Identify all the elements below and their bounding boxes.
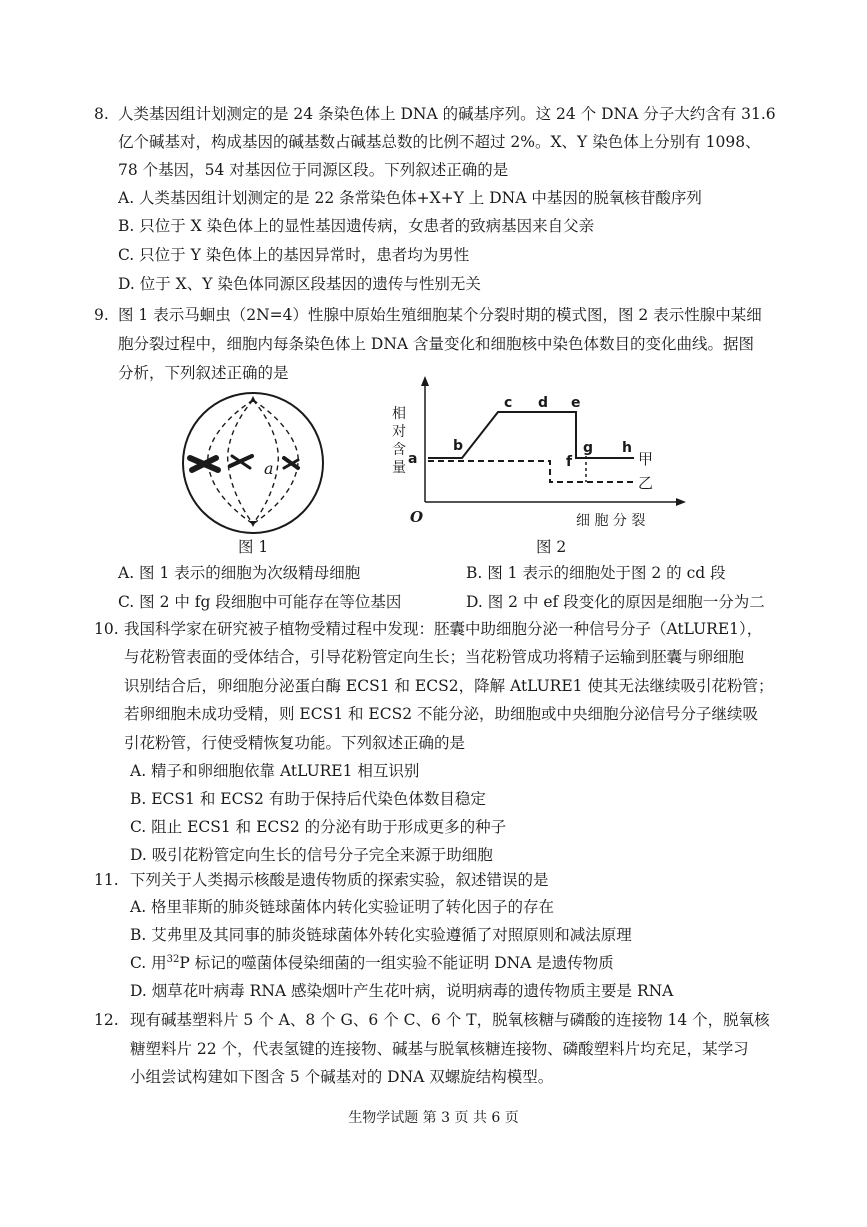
q10-option-c: C. 阻止 ECS1 和 ECS2 的分泌有助于形成更多的种子: [130, 818, 507, 836]
q10-stem-line-4: 若卵细胞未成功受精，则 ECS1 和 ECS2 不能分泌，助细胞或中央细胞分泌信号分子继续吸: [124, 705, 759, 723]
q11-option-c-prefix: C. 用: [130, 954, 167, 972]
figure-2-point-f: f: [566, 454, 573, 470]
q8-stem-line-3: 78 个基因，54 对基因位于同源区段。下列叙述正确的是: [118, 161, 509, 179]
q10-stem-line-1: 我国科学家在研究被子植物受精过程中发现：胚囊中助细胞分泌一种信号分子（AtLURE1），: [124, 620, 763, 638]
q11-option-a: A. 格里菲斯的肺炎链球菌体内转化实验证明了转化因子的存在: [130, 898, 555, 916]
q10-option-a: A. 精子和卵细胞依靠 AtLURE1 相互识别: [130, 762, 420, 780]
figure-1-cell-diagram: [178, 388, 328, 538]
q9-option-b: B. 图 1 表示的细胞处于图 2 的 cd 段: [466, 564, 726, 582]
q10-number: 10.: [94, 620, 119, 638]
page-footer: 生物学试题 第 3 页 共 6 页: [348, 1110, 519, 1126]
figure-2-xlabel: 细 胞 分 裂: [576, 513, 646, 529]
q11-option-c: [130, 953, 614, 973]
q10-stem-line-3: 识别结合后，卵细胞分泌蛋白酶 ECS1 和 ECS2，降解 AtLURE1 使其无法继续吸引花粉管；: [124, 677, 774, 695]
q9-option-c: C. 图 2 中 fg 段细胞中可能存在等位基因: [118, 593, 402, 611]
q12-number: 12.: [94, 1011, 119, 1029]
figure-2-ylabel-4: 量: [392, 460, 406, 476]
figure-2-point-d: d: [538, 395, 549, 411]
q10-stem-line-5: 引花粉管，行使受精恢复功能。下列叙述正确的是: [124, 734, 466, 752]
figure-2-point-e: e: [571, 395, 581, 411]
q10-stem-line-2: 与花粉管表面的受体结合，引导花粉管定向生长；当花粉管成功将精子运输到胚囊与卵细胞: [124, 648, 745, 666]
figure-2-point-a: a: [408, 451, 418, 467]
q9-option-d: D. 图 2 中 ef 段变化的原因是细胞一分为二: [466, 593, 765, 611]
q11-stem-line-1: 下列关于人类揭示核酸是遗传物质的探索实验，叙述错误的是: [130, 871, 549, 889]
q12-stem-line-3: 小组尝试构建如下图含 5 个碱基对的 DNA 双螺旋结构模型。: [130, 1068, 554, 1086]
q8-stem-line-1: 人类基因组计划测定的是 24 条染色体上 DNA 的碱基序列。这 24 个 DNA 分子大约含有 31.6: [118, 105, 776, 123]
figure-2-point-h: h: [622, 440, 632, 456]
figure-2-point-c: c: [504, 395, 513, 411]
figure-2-curve-jia-label: 甲: [638, 450, 654, 468]
figure-2-ylabel-2: 对: [392, 424, 406, 440]
q9-stem-line-2: 胞分裂过程中，细胞内每条染色体上 DNA 含量变化和细胞核中染色体数目的变化曲线。据图: [118, 335, 755, 353]
q9-stem-line-1: 图 1 表示马蛔虫（2N=4）性腺中原始生殖细胞某个分裂时期的模式图，图 2 表示性腺中某细: [118, 306, 762, 324]
q11-option-d: D. 烟草花叶病毒 RNA 感染烟叶产生花叶病，说明病毒的遗传物质主要是 RNA: [130, 982, 674, 1000]
figure-2-caption: 图 2: [536, 538, 567, 556]
figure-1-label-a: a: [264, 459, 274, 478]
q8-option-a: A. 人类基因组计划测定的是 22 条常染色体+X+Y 上 DNA 中基因的脱氧核苷酸序列: [118, 189, 702, 207]
q8-option-c: C. 只位于 Y 染色体上的基因异常时，患者均为男性: [118, 246, 470, 264]
figure-2-curve-yi-label: 乙: [638, 474, 654, 492]
figure-2-point-g: g: [583, 440, 594, 456]
q8-option-d: D. 位于 X、Y 染色体同源区段基因的遗传与性别无关: [118, 275, 481, 293]
q10-option-b: B. ECS1 和 ECS2 有助于保持后代染色体数目稳定: [130, 790, 486, 808]
q10-option-d: D. 吸引花粉管定向生长的信号分子完全来源于助细胞: [130, 846, 493, 864]
figure-2-ylabel-1: 相: [392, 406, 406, 422]
q8-stem-line-2: 亿个碱基对，构成基因的碱基数占碱基总数的比例不超过 2%。X、Y 染色体上分别有 1098、: [118, 133, 761, 151]
figure-2-graph: [380, 370, 700, 540]
q11-option-c-isotope: 32: [166, 953, 180, 965]
q9-stem-line-3: 分析，下列叙述正确的是: [118, 364, 289, 382]
figure-2-curve-dashed: [428, 461, 634, 482]
q9-number: 9.: [94, 306, 109, 324]
q8-number: 8.: [94, 105, 109, 123]
figure-2-origin: O: [410, 508, 424, 526]
q8-option-b: B. 只位于 X 染色体上的显性基因遗传病，女患者的致病基因来自父亲: [118, 217, 595, 235]
q11-number: 11.: [94, 871, 119, 889]
q9-option-a: A. 图 1 表示的细胞为次级精母细胞: [118, 564, 361, 582]
q12-stem-line-2: 糖塑料片 22 个，代表氢键的连接物、碱基与脱氧核糖连接物、磷酸塑料片均充足，某学习: [130, 1040, 749, 1058]
figure-2-ylabel-3: 含: [392, 442, 406, 458]
figure-2-point-b: b: [453, 438, 464, 454]
q12-stem-line-1: 现有碱基塑料片 5 个 A、8 个 G、6 个 C、6 个 T，脱氧核糖与磷酸的连接物 14 个，脱氧核: [130, 1011, 770, 1029]
figure-1-caption: 图 1: [238, 538, 269, 556]
q11-option-b: B. 艾弗里及其同事的肺炎链球菌体外转化实验遵循了对照原则和减法原理: [130, 926, 632, 944]
q11-option-c-rest: P 标记的噬菌体侵染细菌的一组实验不能证明 DNA 是遗传物质: [179, 954, 614, 972]
